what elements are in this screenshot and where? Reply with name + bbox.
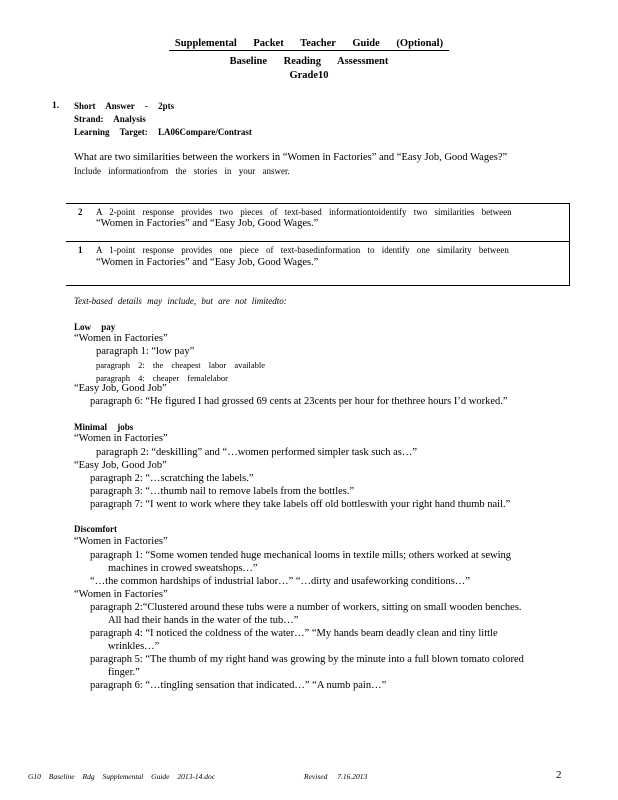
- paragraph-ref: paragraph 2: “…scratching the labels.”: [90, 473, 254, 484]
- story-title: “Easy Job, Good Job”: [74, 460, 167, 471]
- question-strand: Strand: Analysis: [74, 114, 146, 124]
- question-title: Short Answer - 2pts: [74, 101, 175, 111]
- question-prompt: What are two similarities between the workers in “Women in Factories” and “Easy Job, Good Wages?”: [74, 152, 508, 163]
- paragraph-ref: paragraph 3: “…thumb nail to remove labels from the bottles.”: [90, 486, 355, 497]
- rubric-row-2: [78, 207, 512, 217]
- rubric-score: 2: [78, 207, 83, 217]
- story-title: “Women in Factories”: [74, 433, 168, 444]
- story-title: “Women in Factories”: [74, 589, 168, 600]
- rubric-text: A 1-point response provides one piece of text-basedinformation to identify one similarity between: [96, 245, 509, 255]
- story-title: “Women in Factories”: [74, 333, 168, 344]
- rubric-score: 1: [78, 245, 83, 255]
- rubric-row-2-line2: “Women in Factories” and “Easy Job, Good Wages.”: [96, 218, 319, 229]
- section-minimal-jobs: Minimal jobs: [74, 422, 134, 432]
- paragraph-ref: paragraph 4: “I noticed the coldness of the water…” “My hands beam deadly clean and tiny little: [90, 628, 498, 639]
- details-intro: Text-based details may include, but are not limitedto:: [74, 296, 287, 306]
- footer-revised: Revised 7.16.2013: [304, 772, 368, 781]
- section-low-pay: Low pay: [74, 322, 116, 332]
- paragraph-ref: paragraph 5: “The thumb of my right hand was growing by the minute into a full blown tomato colored: [90, 654, 524, 665]
- section-discomfort: Discomfort: [74, 524, 117, 534]
- page-number: 2: [556, 769, 562, 781]
- header-subtitle: Baseline Reading Assessment: [229, 56, 389, 67]
- header-grade: Grade10: [289, 70, 329, 81]
- rubric-row-1-line2: “Women in Factories” and “Easy Job, Good Wages.”: [96, 257, 319, 268]
- rubric-text: A 2-point response provides two pieces of text-based informationtoidentify two similarities between: [96, 207, 512, 217]
- rubric-row-1: [78, 245, 509, 255]
- paragraph-ref: paragraph 1: “Some women tended huge mechanical looms in textile mills; others worked at sewing: [90, 550, 512, 561]
- paragraph-ref: paragraph 2: “deskilling” and “…women performed simpler task such as…”: [96, 447, 418, 458]
- story-title: “Easy Job, Good Job”: [74, 383, 167, 394]
- rubric-top-border: [66, 203, 570, 204]
- paragraph-ref: “…the common hardships of industrial labor…” “…dirty and usafeworking conditions…”: [90, 576, 470, 587]
- footer-filename: G10 Baseline Rdg Supplemental Guide 2013-14.doc: [28, 772, 216, 781]
- question-number: 1.: [52, 101, 60, 111]
- paragraph-ref-cont: All had their hands in the water of the tub…”: [108, 615, 299, 626]
- paragraph-ref: paragraph 1: “low pay”: [96, 346, 195, 357]
- paragraph-ref-cont: machines in crowed sweatshops…”: [108, 563, 258, 574]
- rubric-bottom-border: [66, 285, 570, 286]
- story-title: “Women in Factories”: [74, 536, 168, 547]
- rubric-right-border: [569, 203, 570, 285]
- paragraph-ref-cont: finger.”: [108, 667, 140, 678]
- question-target: Learning Target: LA06Compare/Contrast: [74, 127, 252, 137]
- paragraph-ref: paragraph 2: the cheapest labor available: [96, 360, 266, 370]
- paragraph-ref: paragraph 2:“Clustered around these tubs were a number of workers, sitting on small wooden benches.: [90, 602, 522, 613]
- question-instruction: Include informationfrom the stories in your answer.: [74, 166, 290, 176]
- rubric-divider: [66, 241, 570, 242]
- header-title: Supplemental Packet Teacher Guide (Optional): [0, 38, 618, 49]
- paragraph-ref: paragraph 6: “…tingling sensation that indicated…” “A numb pain…”: [90, 680, 387, 691]
- paragraph-ref-cont: wrinkles…”: [108, 641, 160, 652]
- paragraph-ref: paragraph 4: cheaper femalelabor: [96, 373, 228, 383]
- paragraph-ref: paragraph 6: “He figured I had grossed 69 cents at 23cents per hour for thethree hours I’d worked.”: [90, 396, 508, 407]
- paragraph-ref: paragraph 7: “I went to work where they take labels off old bottleswith your right hand thumb nail.”: [90, 499, 511, 510]
